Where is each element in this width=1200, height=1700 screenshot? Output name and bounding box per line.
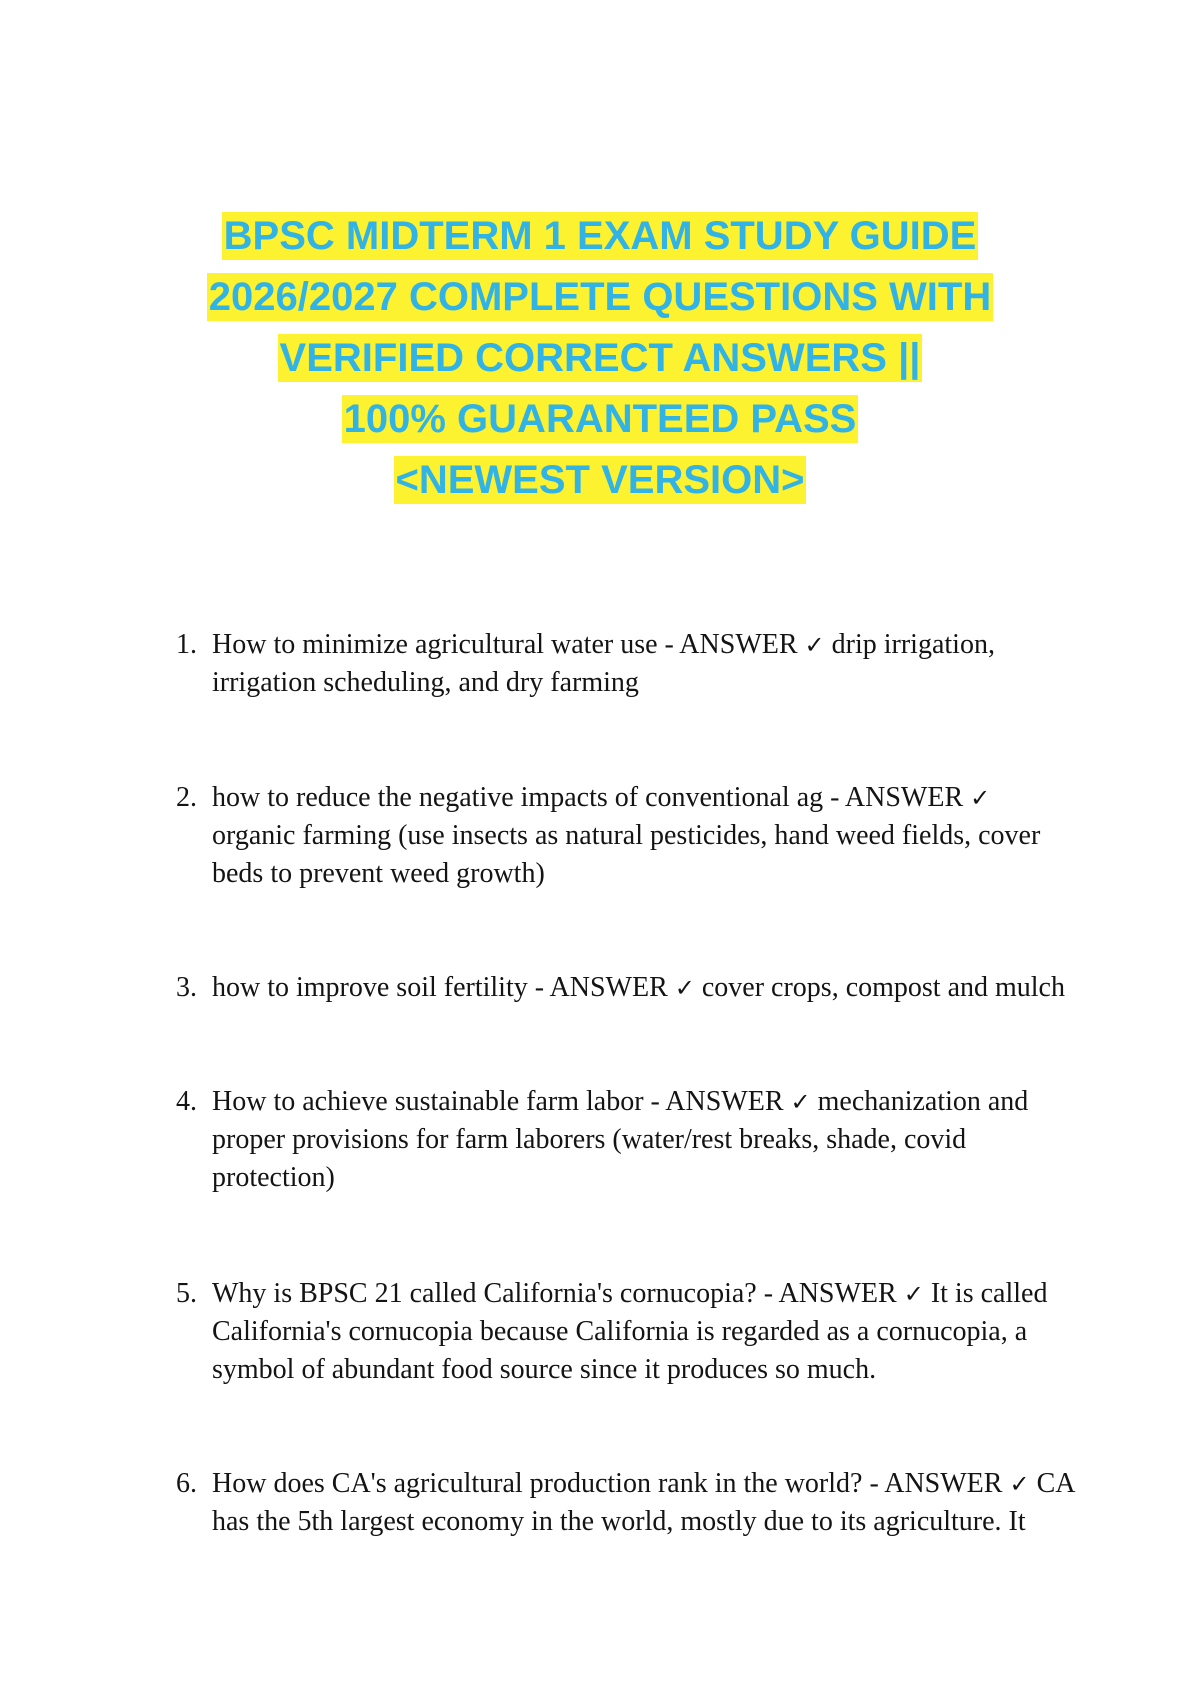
item-number: 2. — [176, 782, 197, 813]
question-text: how to reduce the negative impacts of conventional ag - ANSWER — [212, 782, 964, 813]
qa-text — [212, 626, 1076, 702]
checkmark-icon: ✓ — [674, 974, 695, 1002]
title-line: 100% GUARANTEED PASS — [343, 397, 857, 441]
checkmark-icon: ✓ — [970, 784, 991, 812]
question-text: How to minimize agricultural water use - ANSWER — [212, 629, 798, 660]
title-line: 2026/2027 COMPLETE QUESTIONS WITH — [208, 275, 992, 319]
item-number: 6. — [176, 1468, 197, 1499]
qa-text — [212, 1275, 1076, 1389]
qa-item — [176, 1083, 1076, 1197]
question-text: how to improve soil fertility - ANSWER — [212, 972, 668, 1003]
qa-text — [212, 779, 1076, 893]
answer-text: cover crops, compost and mulch — [701, 972, 1065, 1003]
checkmark-icon: ✓ — [1009, 1470, 1030, 1498]
qa-item — [176, 1465, 1076, 1541]
title-line: <NEWEST VERSION> — [395, 458, 805, 502]
qa-text — [212, 1465, 1076, 1541]
qa-item — [176, 626, 1076, 702]
qa-item — [176, 969, 1076, 1007]
answer-text: It is called California's cornucopia because California is regarded as a cornucopia, a symbol of abundant food source since it produces so much. — [212, 1278, 1048, 1385]
item-number: 3. — [176, 972, 197, 1003]
qa-text — [212, 1083, 1076, 1197]
question-text: How to achieve sustainable farm labor - ANSWER — [212, 1086, 784, 1117]
qa-text — [212, 969, 1076, 1007]
checkmark-icon: ✓ — [804, 631, 825, 659]
checkmark-icon: ✓ — [903, 1280, 924, 1308]
title-line: VERIFIED CORRECT ANSWERS || — [279, 336, 921, 380]
checkmark-icon: ✓ — [790, 1088, 811, 1116]
item-number: 5. — [176, 1278, 197, 1309]
answer-text: drip irrigation, irrigation scheduling, and dry farming — [212, 629, 995, 698]
qa-item — [176, 1275, 1076, 1389]
question-text: How does CA's agricultural production rank in the world? - ANSWER — [212, 1468, 1003, 1499]
answer-text: organic farming (use insects as natural pesticides, hand weed fields, cover beds to prevent weed growth) — [212, 820, 1041, 889]
qa-item — [176, 779, 1076, 893]
answer-text: CA has the 5th largest economy in the world, mostly due to its agriculture. It — [212, 1468, 1074, 1537]
answer-text: mechanization and proper provisions for farm laborers (water/rest breaks, shade, covid protection) — [212, 1086, 1029, 1193]
item-number: 4. — [176, 1086, 197, 1117]
question-text: Why is BPSC 21 called California's cornucopia? - ANSWER — [212, 1278, 897, 1309]
title-line: BPSC MIDTERM 1 EXAM STUDY GUIDE — [223, 214, 977, 258]
item-number: 1. — [176, 629, 197, 660]
